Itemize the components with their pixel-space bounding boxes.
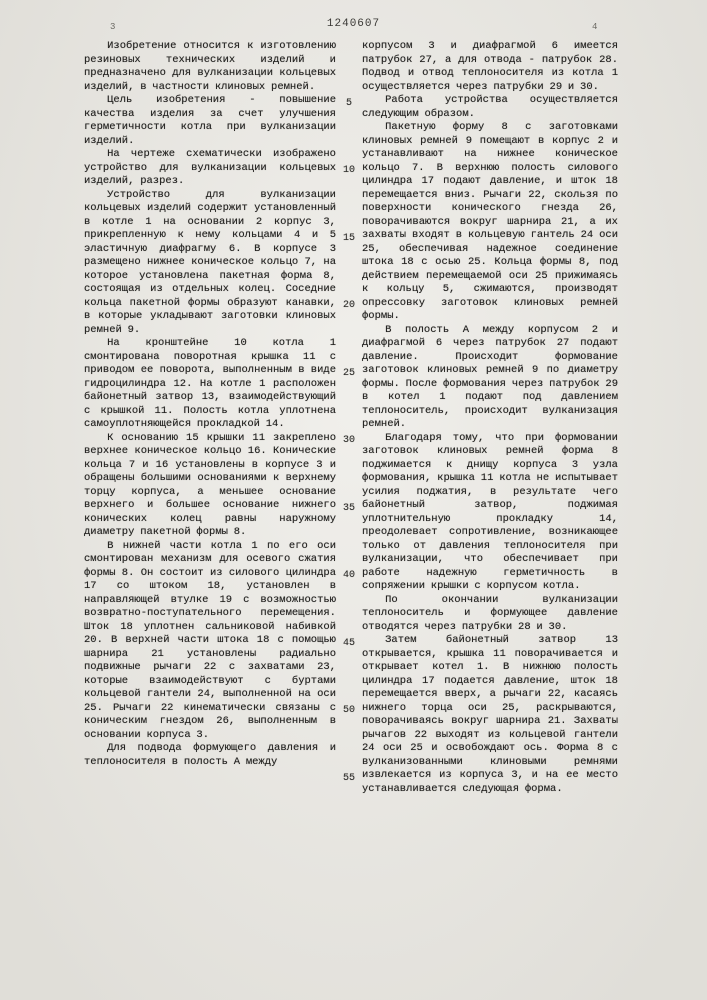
paragraph-continuation: корпусом 3 и диафрагмой 6 имеется патрубок 27, а для отвода - патрубок 28. Подвод и отвод теплоносителя из котла 1 осуществляется через патрубки 29 и 30.	[362, 40, 618, 93]
paragraph: В нижней части котла 1 по его оси смонтирован механизм для осевого сжатия формы 8. Он состоит из силового цилиндра 17 со штоком 18, установлен в направляющей втулке 19 с возможностью возвратно-поступательного перемещения. Шток 18 уплотнен сальниковой набивкой 20. В верхней части штока 18 с помощью шарнира 21 установлены радиально подвижные рычаги 22 с захватами 23, которые взаимодействуют с буртами кольцевой гантели 24, выполненной на оси 25. Рычаги 22 кинематически связаны с коническим гнездом 26, выполненным в основании корпуса 3.	[84, 539, 336, 741]
column-number-right: 4	[592, 22, 599, 32]
paragraph: На кронштейне 10 котла 1 смонтирована поворотная крышка 11 с приводом ее поворота, выполненным в виде гидроцилиндра 12. На котле 1 расположен байонетный затвор 13, взаимодействующий с крышкой 11. Полость котла уплотнена самоуплотняющейся прокладкой 14.	[84, 337, 336, 430]
paragraph: В полость А между корпусом 2 и диафрагмой 6 через патрубок 27 подают давление. Происходит формование заготовок клиновых ремней 9 по диаметру формы. После формования через патрубок 29 в котел 1 подают под давлением теплоноситель, происходит вулканизация ремней.	[362, 323, 618, 430]
paragraph: Благодаря тому, что при формовании заготовок клиновых ремней форма 8 поджимается к днищу корпуса 3 узла формования, крышка 11 котла не испытывает усилия поджатия, в результате чего байонетный затвор, поджимая уплотнительную прокладку 14, преодолевает сопротивление, возникающее только от давления теплоносителя при вулканизации, что обеспечивает при работе надежную герметичность в сопряжении крышки с корпусом котла.	[362, 431, 618, 592]
gutter-line-number: 5	[345, 98, 352, 109]
paragraph: Работа устройства осуществляется следующим образом.	[362, 94, 618, 120]
paragraph: Цель изобретения - повышение качества изделия за счет улучшения герметичности котла при вулканизации изделий.	[84, 94, 336, 147]
gutter-line-number: 45	[342, 638, 355, 649]
gutter-line-number: 15	[342, 233, 355, 244]
gutter-line-number: 20	[342, 300, 355, 311]
paragraph: По окончании вулканизации теплоноситель и формующее давление отводятся через патрубки 28 и 30.	[362, 593, 618, 633]
paragraph: На чертеже схематически изображено устройство для вулканизации кольцевых изделий, разрез.	[84, 148, 336, 187]
gutter-line-number: 40	[342, 570, 355, 581]
paragraph: Пакетную форму 8 с заготовками клиновых ремней 9 помещают в корпус 2 и устанавливают на нижнее коническое кольцо 7. В верхнюю полость силового цилиндра 17 подают давление, и шток 18 перемещается вниз. Рычаги 22, скользя по поверхности конического гнезда 26, поворачиваются вокруг шарнира 21, а их захваты входят в кольцевую гантель 24 оси 25, обеспечивая надежное соединение штока 18 с осью 25. Кольца формы 8, под действием перемещаемой оси 25 прижимаясь к кольцу 5, сжимаются, производят опрессовку заготовок клиновых ремней формы.	[362, 121, 618, 322]
gutter-line-number: 35	[342, 503, 355, 514]
text-column-right	[362, 40, 618, 796]
gutter-line-number: 50	[342, 705, 355, 716]
paragraph: Устройство для вулканизации кольцевых изделий содержит установленный в котле 1 на основании 2 корпус 3, прикрепленную к нему кольцами 4 и 5 эластичную диафрагму 6. В корпусе 3 размещено нижнее коническое кольцо 7, на которое установлена пакетная форма 8, состоящая из отдельных колец. Соседние кольца пакетной формы образуют канавки, в которые укладывают заготовки клиновых ремней 9.	[84, 188, 336, 336]
paragraph: Изобретение относится к изготовлению резиновых технических изделий и предназначено для вулканизации кольцевых изделий, в частности клиновых ремней.	[84, 40, 336, 93]
patent-number: 1240607	[326, 18, 381, 30]
line-number-gutter	[340, 0, 358, 1000]
gutter-line-number: 55	[342, 773, 355, 784]
gutter-line-number: 25	[342, 368, 355, 379]
gutter-line-number: 30	[342, 435, 355, 446]
text-column-left	[84, 40, 336, 769]
column-number-left: 3	[110, 22, 117, 32]
gutter-line-number: 10	[342, 165, 355, 176]
paragraph: Затем байонетный затвор 13 открывается, крышка 11 поворачивается и открывает котел 1. В нижнюю полость цилиндра 17 подается давление, шток 18 перемещается вверх, а рычаги 22, касаясь нижнего торца оси 25, раскрываются, поворачиваясь вокруг шарнира 21. Захваты рычагов 22 выходят из кольцевой гантели 24 оси 25 и освобождают ось. Форма 8 с вулканизованными клиновыми ремнями извлекается из корпуса 3, и на ее место устанавливается следующая форма.	[362, 634, 618, 795]
paragraph: К основанию 15 крышки 11 закреплено верхнее коническое кольцо 16. Конические кольца 7 и 16 установлены в корпусе 3 и обращены большими основаниями к верхнему торцу корпуса, а меньшее основание верхнего и большее основание нижнего конических колец равны наружному диаметру пакетной формы 8.	[84, 431, 336, 538]
paragraph: Для подвода формующего давления и теплоносителя в полость А между	[84, 742, 336, 768]
